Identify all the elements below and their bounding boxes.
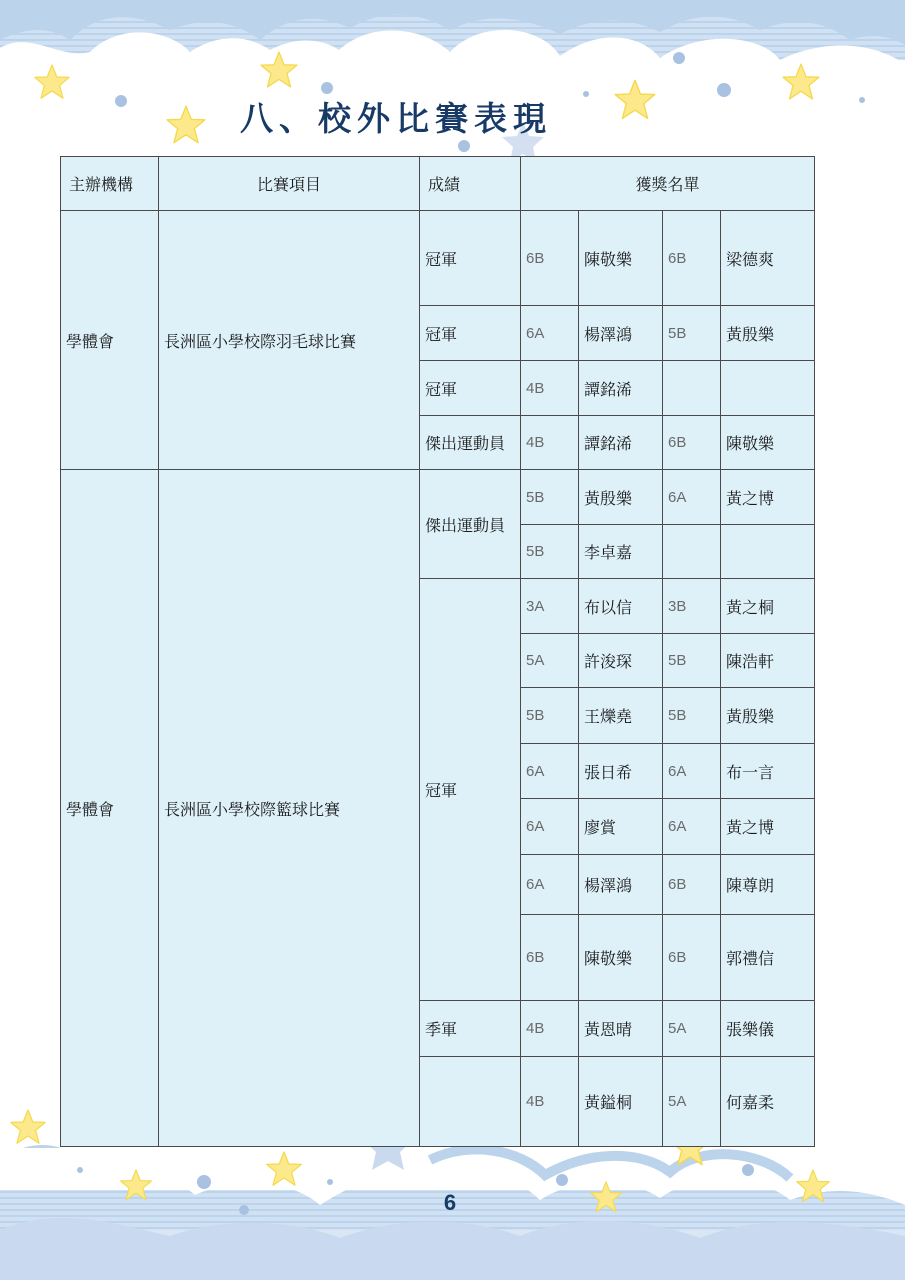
header-event: 比賽項目 <box>159 157 420 211</box>
class-cell: 5B <box>663 634 721 688</box>
student-name-cell: 陳尊朗 <box>721 855 815 915</box>
class-cell: 6A <box>521 306 579 361</box>
student-name-cell: 李卓嘉 <box>579 525 663 579</box>
table-row <box>61 470 815 525</box>
class-cell: 5B <box>521 525 579 579</box>
result-cell: 冠軍 <box>420 579 521 1001</box>
result-cell: 冠軍 <box>420 211 521 306</box>
class-cell: 6B <box>663 416 721 470</box>
class-cell: 6A <box>663 470 721 525</box>
result-cell: 冠軍 <box>420 361 521 416</box>
student-name-cell: 郭禮信 <box>721 915 815 1001</box>
class-cell: 5B <box>521 470 579 525</box>
class-cell: 6A <box>521 744 579 799</box>
page-title: 八、校外比賽表現 <box>240 99 552 138</box>
student-name-cell: 廖賞 <box>579 799 663 855</box>
student-name-cell: 王爍堯 <box>579 688 663 744</box>
class-cell: 5B <box>663 306 721 361</box>
event-cell: 長洲區小學校際羽毛球比賽 <box>159 211 420 470</box>
class-cell: 5B <box>663 688 721 744</box>
header-awardees: 獲獎名單 <box>521 157 815 211</box>
student-name-cell: 黃殷樂 <box>721 306 815 361</box>
result-cell: 傑出運動員 <box>420 470 521 579</box>
page-number: 6 <box>443 1190 457 1215</box>
table-header-row <box>61 157 815 211</box>
student-name-cell <box>721 525 815 579</box>
class-cell: 4B <box>521 361 579 416</box>
class-cell: 5A <box>521 634 579 688</box>
student-name-cell: 張樂儀 <box>721 1001 815 1057</box>
class-cell <box>663 525 721 579</box>
class-cell: 6A <box>663 799 721 855</box>
student-name-cell: 陳浩軒 <box>721 634 815 688</box>
student-name-cell: 楊澤鴻 <box>579 855 663 915</box>
student-name-cell: 譚銘浠 <box>579 416 663 470</box>
class-cell: 5B <box>521 688 579 744</box>
student-name-cell: 梁德爽 <box>721 211 815 306</box>
student-name-cell: 譚銘浠 <box>579 361 663 416</box>
student-name-cell <box>721 361 815 416</box>
student-name-cell: 黃恩晴 <box>579 1001 663 1057</box>
class-cell: 5A <box>663 1057 721 1147</box>
organizer-cell: 學體會 <box>61 211 159 470</box>
class-cell: 4B <box>521 1057 579 1147</box>
class-cell: 4B <box>521 1001 579 1057</box>
event-cell: 長洲區小學校際籃球比賽 <box>159 470 420 1147</box>
student-name-cell: 陳敬樂 <box>579 211 663 306</box>
result-cell: 季軍 <box>420 1001 521 1057</box>
class-cell: 5A <box>663 1001 721 1057</box>
competition-results-table <box>60 156 815 1147</box>
student-name-cell: 楊澤鴻 <box>579 306 663 361</box>
class-cell: 6A <box>663 744 721 799</box>
class-cell: 6A <box>521 799 579 855</box>
student-name-cell: 黃殷樂 <box>721 688 815 744</box>
student-name-cell: 黃殷樂 <box>579 470 663 525</box>
student-name-cell: 布以信 <box>579 579 663 634</box>
student-name-cell: 黃鎰桐 <box>579 1057 663 1147</box>
class-cell: 3B <box>663 579 721 634</box>
student-name-cell: 陳敬樂 <box>721 416 815 470</box>
class-cell: 6B <box>663 211 721 306</box>
student-name-cell: 張日希 <box>579 744 663 799</box>
header-result: 成績 <box>420 157 521 211</box>
result-cell: 傑出運動員 <box>420 416 521 470</box>
organizer-cell: 學體會 <box>61 470 159 1147</box>
student-name-cell: 許浚琛 <box>579 634 663 688</box>
student-name-cell: 陳敬樂 <box>579 915 663 1001</box>
student-name-cell: 黃之博 <box>721 470 815 525</box>
class-cell <box>663 361 721 416</box>
class-cell: 6B <box>521 915 579 1001</box>
class-cell: 4B <box>521 416 579 470</box>
header-organizer: 主辦機構 <box>61 157 159 211</box>
student-name-cell: 黃之博 <box>721 799 815 855</box>
class-cell: 3A <box>521 579 579 634</box>
result-cell: 冠軍 <box>420 306 521 361</box>
student-name-cell: 何嘉柔 <box>721 1057 815 1147</box>
student-name-cell: 布一言 <box>721 744 815 799</box>
class-cell: 6B <box>663 915 721 1001</box>
student-name-cell: 黃之桐 <box>721 579 815 634</box>
class-cell: 6B <box>663 855 721 915</box>
class-cell: 6B <box>521 211 579 306</box>
table-row <box>61 211 815 306</box>
class-cell: 6A <box>521 855 579 915</box>
result-cell <box>420 1057 521 1147</box>
